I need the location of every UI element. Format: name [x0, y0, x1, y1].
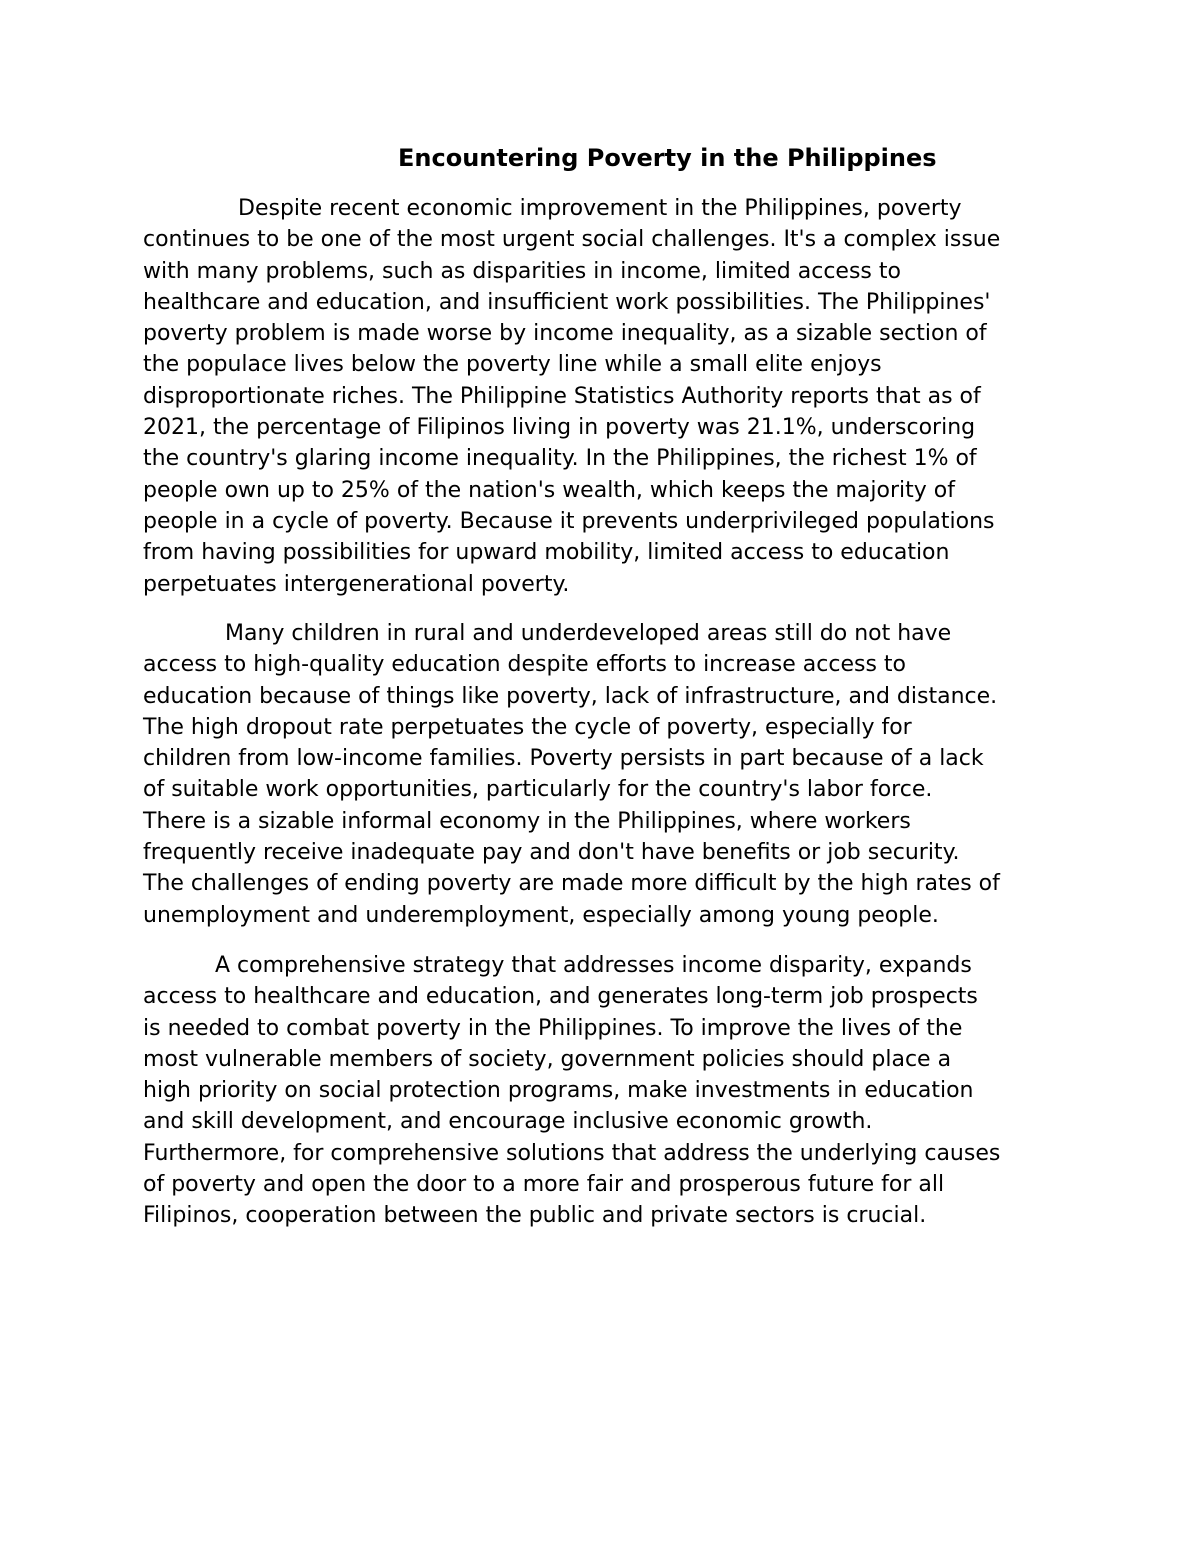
- paragraph-1: [143, 193, 1073, 600]
- paragraph-line: children from low-income families. Poverty persists in part because of a lack: [143, 746, 984, 772]
- paragraph-2: [143, 618, 1073, 931]
- paragraph-line: people own up to 25% of the nation's wealth, which keeps the majority of: [143, 477, 955, 503]
- paragraph-line: continues to be one of the most urgent social challenges. It's a complex issue: [143, 227, 1001, 253]
- paragraph-line: There is a sizable informal economy in the Philippines, where workers: [143, 808, 911, 834]
- paragraph-line: of poverty and open the door to a more fair and prosperous future for all: [143, 1172, 945, 1198]
- paragraph-line: of suitable work opportunities, particularly for the country's labor force.: [143, 777, 933, 803]
- paragraph-line: the country's glaring income inequality. In the Philippines, the richest 1% of: [143, 446, 977, 472]
- paragraph-line: access to healthcare and education, and generates long-term job prospects: [143, 984, 978, 1010]
- paragraph-line: most vulnerable members of society, government policies should place a: [143, 1046, 952, 1072]
- paragraph-line: Many children in rural and underdeveloped areas still do not have: [225, 621, 952, 646]
- paragraph-line: A comprehensive strategy that addresses income disparity, expands: [215, 953, 972, 978]
- paragraph-line: education because of things like poverty, lack of infrastructure, and distance.: [143, 683, 998, 709]
- paragraph-line: high priority on social protection programs, make investments in education: [143, 1078, 974, 1104]
- paragraph-line: The high dropout rate perpetuates the cycle of poverty, especially for: [143, 714, 912, 740]
- paragraph-line: with many problems, such as disparities in income, limited access to: [143, 258, 901, 284]
- paragraph-line: The challenges of ending poverty are made more difficult by the high rates of: [143, 871, 1000, 897]
- paragraph-line: Furthermore, for comprehensive solutions that address the underlying causes: [143, 1140, 1001, 1166]
- paragraph-line: the populace lives below the poverty line while a small elite enjoys: [143, 352, 882, 378]
- paragraph-line: 2021, the percentage of Filipinos living in poverty was 21.1%, underscoring: [143, 415, 976, 441]
- paragraph-line: access to high-quality education despite efforts to increase access to: [143, 652, 906, 678]
- paragraph-line: Despite recent economic improvement in the Philippines, poverty: [238, 196, 962, 221]
- paragraph-line: people in a cycle of poverty. Because it prevents underprivileged populations: [143, 508, 995, 534]
- paragraph-line: Filipinos, cooperation between the public and private sectors is crucial.: [143, 1203, 927, 1229]
- paragraph-line: from having possibilities for upward mobility, limited access to education: [143, 540, 950, 566]
- paragraph-line: frequently receive inadequate pay and don't have benefits or job security.: [143, 840, 960, 866]
- paragraph-line: is needed to combat poverty in the Philippines. To improve the lives of the: [143, 1015, 963, 1041]
- paragraph-3: [143, 950, 1073, 1232]
- paragraph-line: disproportionate riches. The Philippine Statistics Authority reports that as of: [143, 383, 981, 409]
- paragraph-line: healthcare and education, and insufficient work possibilities. The Philippines': [143, 289, 991, 315]
- paragraph-line: and skill development, and encourage inclusive economic growth.: [143, 1109, 873, 1135]
- document-title: Encountering Poverty in the Philippines: [398, 144, 937, 172]
- paragraph-line: perpetuates intergenerational poverty.: [143, 571, 570, 597]
- paragraph-line: poverty problem is made worse by income inequality, as a sizable section of: [143, 321, 987, 347]
- paragraph-line: unemployment and underemployment, especially among young people.: [143, 902, 939, 928]
